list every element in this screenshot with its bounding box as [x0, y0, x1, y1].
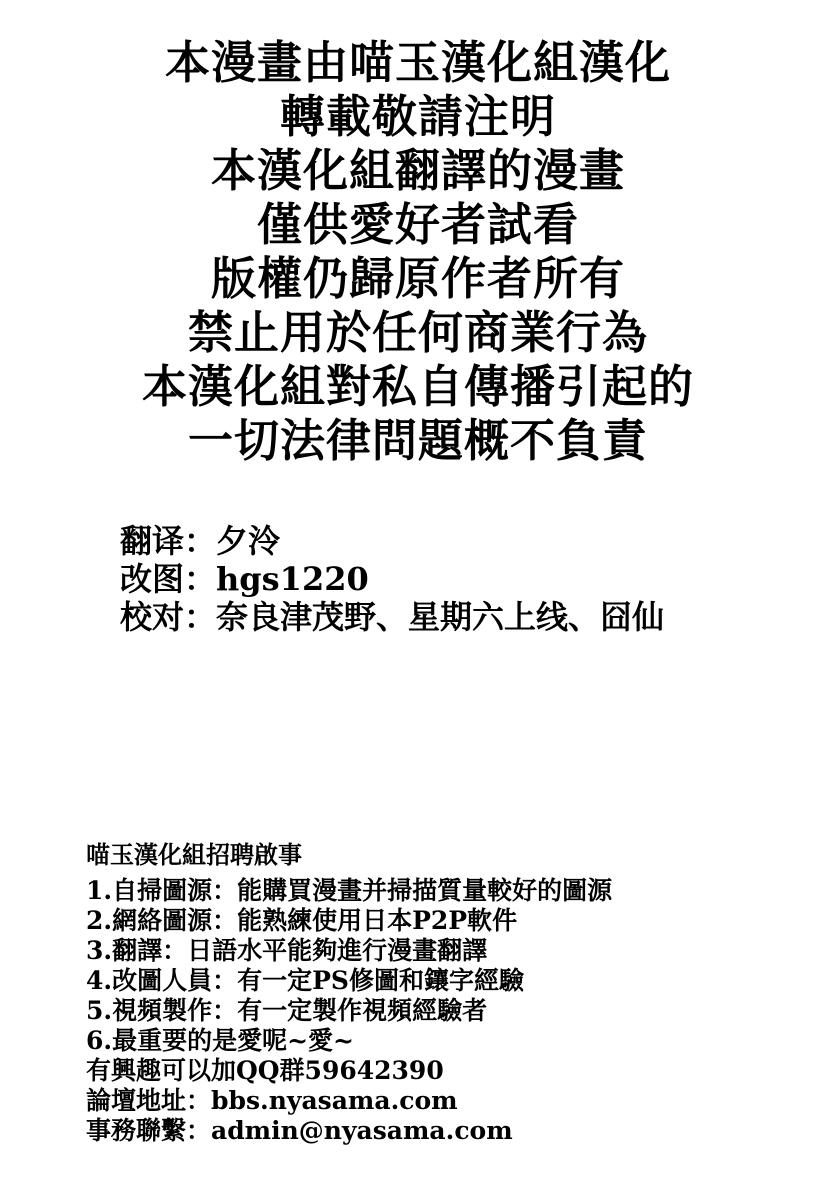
credit-value: 夕泠 — [216, 522, 281, 560]
credit-label: 翻译： — [120, 522, 217, 560]
recruitment-line: 5.視頻製作：有一定製作視頻經驗者 — [86, 996, 488, 1025]
notice-line: 僅供愛好者試看 — [256, 198, 579, 251]
recruitment-qq-group: 有興趣可以加QQ群59642390 — [86, 1056, 444, 1085]
recruitment-contact-email: 事務聯繫：admin@nyasama.com — [86, 1116, 513, 1145]
recruitment-line: 1.自掃圖源：能購買漫畫并掃描質量較好的圖源 — [86, 876, 613, 905]
recruitment-forum-address: 論壇地址：bbs.nyasama.com — [86, 1086, 458, 1115]
notice-line: 版權仍歸原作者所有 — [210, 252, 625, 305]
notice-line: 一切法律問題概不負責 — [187, 414, 648, 467]
credit-editing — [120, 560, 820, 598]
recruitment-line: 4.改圖人員：有一定PS修圖和鑲字經驗 — [86, 966, 524, 995]
recruitment-title: 喵玉漢化組招聘啟事 — [86, 840, 302, 869]
copyright-notice — [0, 36, 836, 468]
notice-line: 轉載敬請注明 — [279, 90, 556, 143]
credit-value: hgs1220 — [216, 560, 369, 598]
credit-translation — [120, 522, 820, 560]
notice-line: 本漫畫由喵玉漢化組漢化 — [164, 36, 671, 89]
staff-credits — [120, 522, 820, 636]
credit-proofreading — [120, 598, 820, 636]
recruitment-notice — [86, 840, 826, 1146]
notice-line: 本漢化組對私自傳播引起的 — [141, 360, 694, 413]
recruitment-line: 6.最重要的是愛呢~愛~ — [86, 1026, 354, 1055]
credit-label: 校对： — [120, 598, 217, 636]
recruitment-line: 3.翻譯：日語水平能夠進行漫畫翻譯 — [86, 936, 488, 965]
notice-line: 本漢化組翻譯的漫畫 — [210, 144, 625, 197]
notice-line: 禁止用於任何商業行為 — [187, 306, 648, 359]
credit-value: 奈良津茂野、星期六上线、囧仙 — [216, 598, 665, 636]
credit-label: 改图： — [120, 560, 217, 598]
recruitment-line: 2.網絡圖源：能熟練使用日本P2P軟件 — [86, 906, 518, 935]
